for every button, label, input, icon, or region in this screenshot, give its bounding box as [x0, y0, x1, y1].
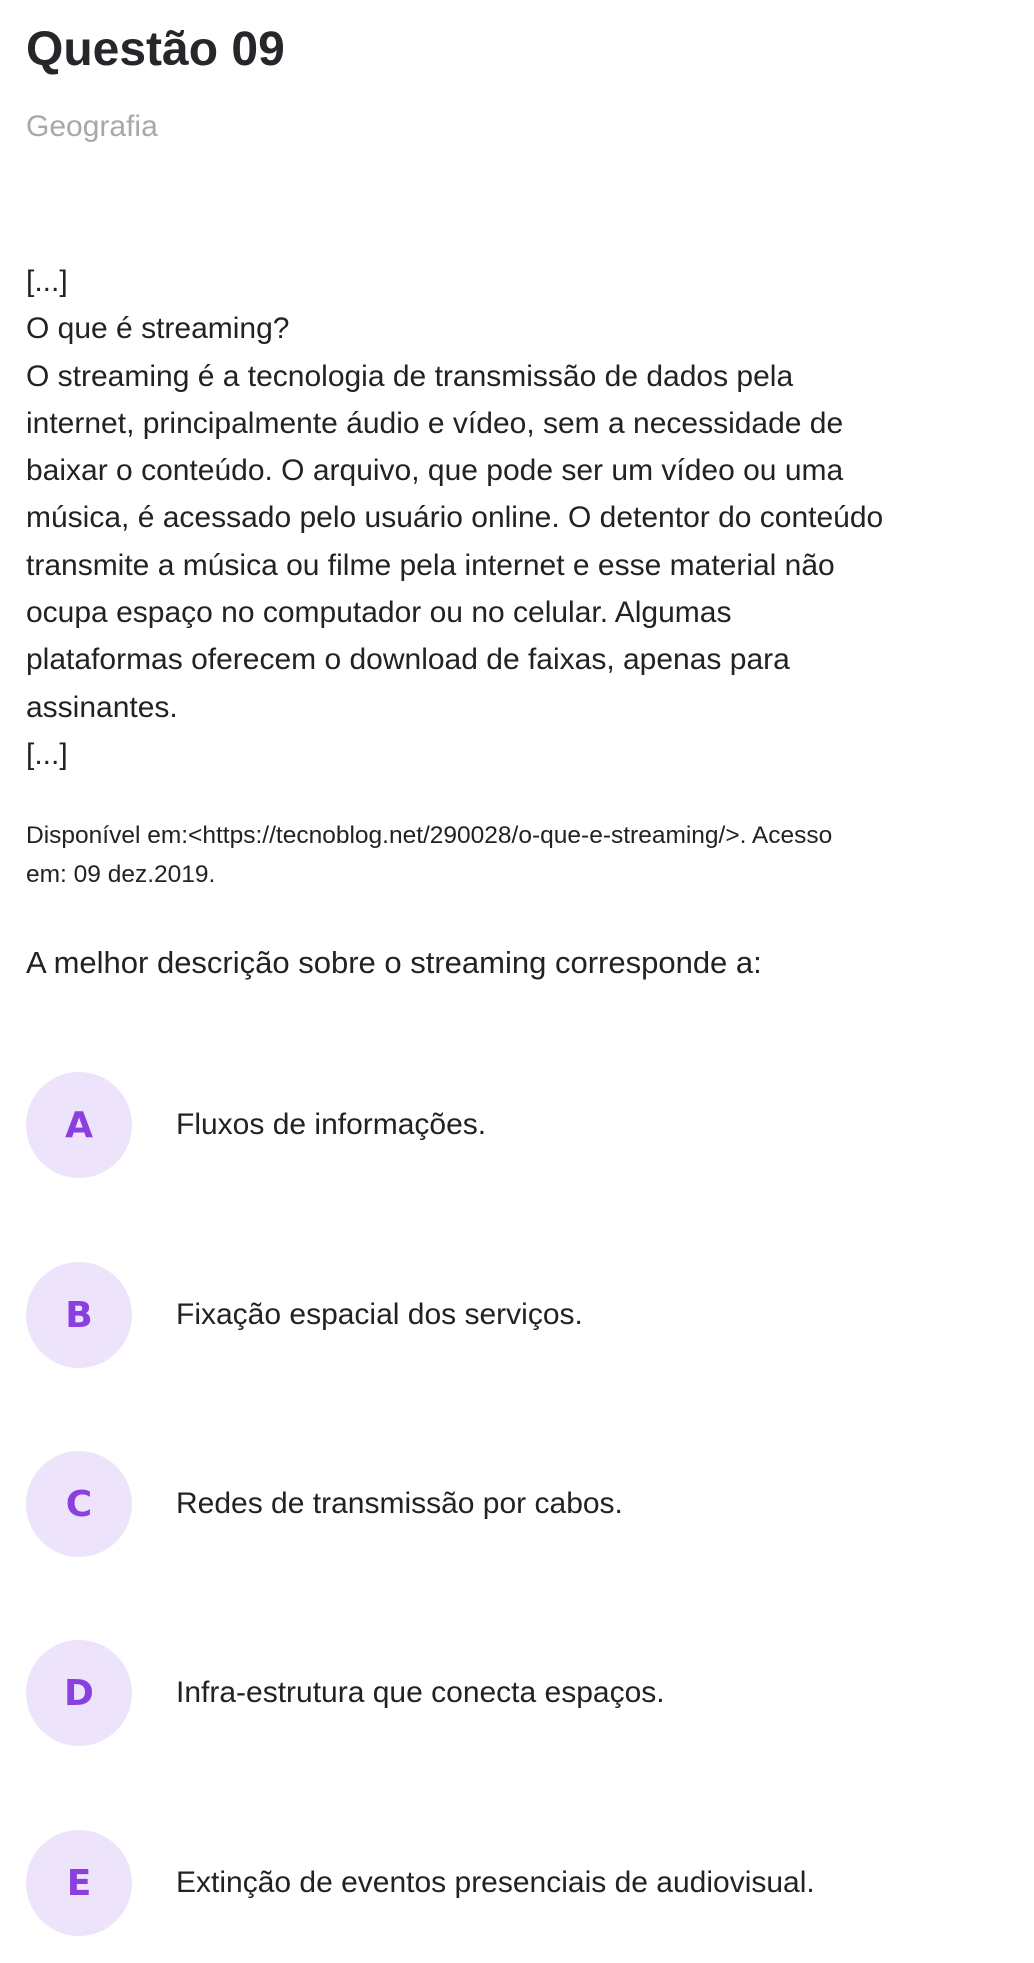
- source-citation: [26, 816, 1016, 894]
- option-badge: [26, 1830, 132, 1936]
- text-line: baixar o conteúdo. O arquivo, que pode ser um vídeo ou uma: [26, 454, 844, 488]
- support-text: [26, 258, 1016, 778]
- text-line: transmite a música ou filme pela internet e esse material não: [26, 548, 835, 582]
- text-line: música, é acessado pelo usuário online. O detentor do conteúdo: [26, 501, 884, 535]
- text-line: [...]: [26, 737, 68, 771]
- option-badge: [26, 1451, 132, 1557]
- option-badge: [26, 1072, 132, 1178]
- option-text: Extinção de eventos presenciais de audiovisual.: [176, 1866, 815, 1899]
- option-b[interactable]: [26, 1262, 986, 1368]
- source-line: Disponível em:<https://tecnoblog.net/290028/o-que-e-streaming/>. Acesso: [26, 822, 833, 849]
- option-c[interactable]: [26, 1451, 986, 1557]
- option-text: Fixação espacial dos serviços.: [176, 1298, 583, 1331]
- option-letter: D: [64, 1672, 94, 1714]
- text-line: assinantes.: [26, 690, 178, 724]
- option-e[interactable]: [26, 1830, 986, 1936]
- text-line: O streaming é a tecnologia de transmissão de dados pela: [26, 359, 794, 393]
- text-line: internet, principalmente áudio e vídeo, sem a necessidade de: [26, 406, 844, 440]
- text-line: O que é streaming?: [26, 312, 290, 346]
- option-a[interactable]: [26, 1072, 986, 1178]
- text-line: ocupa espaço no computador ou no celular. Algumas: [26, 596, 732, 630]
- option-d[interactable]: [26, 1640, 986, 1746]
- option-text: Redes de transmissão por cabos.: [176, 1487, 623, 1520]
- source-line: em: 09 dez.2019.: [26, 861, 216, 888]
- subject-label: Geografia: [26, 110, 158, 143]
- option-letter: A: [65, 1104, 93, 1146]
- question-title: Questão 09: [26, 23, 285, 76]
- question-prompt: A melhor descrição sobre o streaming corresponde a:: [26, 945, 762, 980]
- option-badge: [26, 1640, 132, 1746]
- option-letter: B: [65, 1294, 93, 1336]
- option-letter: C: [65, 1483, 93, 1525]
- option-text: Fluxos de informações.: [176, 1108, 487, 1141]
- text-line: plataformas oferecem o download de faixas, apenas para: [26, 643, 790, 677]
- option-text: Infra-estrutura que conecta espaços.: [176, 1676, 665, 1709]
- text-line: [...]: [26, 265, 68, 298]
- option-badge: [26, 1262, 132, 1368]
- option-letter: E: [66, 1862, 92, 1904]
